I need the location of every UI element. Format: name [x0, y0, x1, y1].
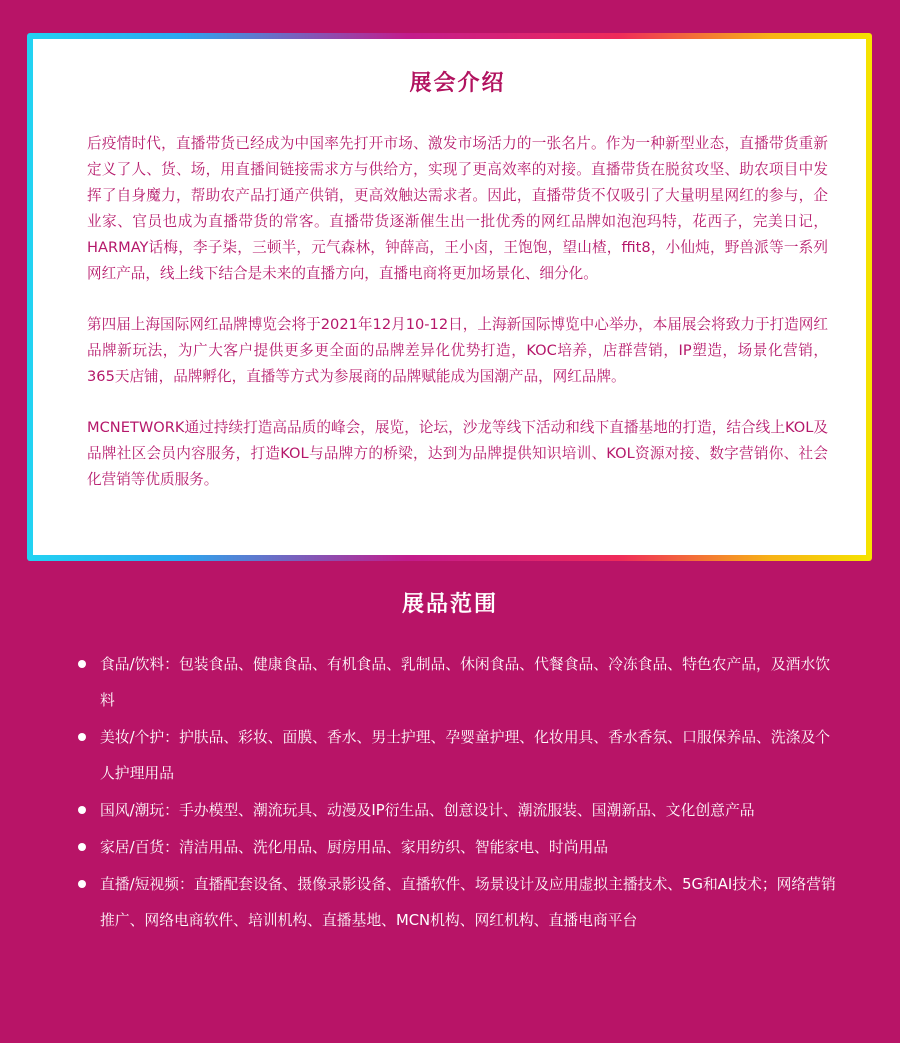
bullet-icon — [78, 843, 86, 851]
scope-list — [78, 647, 838, 940]
intro-paragraph-2: 第四届上海国际网红品牌博览会将于2021年12月10-12日，上海新国际博览中心举办，本届展会将致力于打造网红品牌新玩法，为广大客户提供更多更全面的品牌差异化优势打造，KOC培养，店群营销，IP塑造，场景化营销，365天店铺，品牌孵化，直播等方式为参展商的品牌赋能成为国潮产品，网红品牌。 — [87, 316, 828, 385]
scope-item-text: 食品/饮料：包装食品、健康食品、有机食品、乳制品、休闲食品、代餐食品、冷冻食品、特色农产品，及酒水饮料 — [100, 656, 831, 709]
scope-item-trend-toys — [78, 793, 838, 829]
intro-frame — [27, 33, 872, 561]
scope-item-text: 国风/潮玩：手办模型、潮流玩具、动漫及IP衍生品、创意设计、潮流服装、国潮新品、文化创意产品 — [100, 802, 755, 819]
bullet-icon — [78, 806, 86, 814]
scope-item-livestream — [78, 867, 838, 939]
scope-item-text: 美妆/个护：护肤品、彩妆、面膜、香水、男士护理、孕婴童护理、化妆用具、香水香氛、口服保养品、洗涤及个人护理用品 — [100, 729, 831, 782]
scope-item-text: 家居/百货：清洁用品、洗化用品、厨房用品、家用纺织、智能家电、时尚用品 — [100, 839, 609, 856]
bullet-icon — [78, 733, 86, 741]
bullet-icon — [78, 880, 86, 888]
scope-item-food — [78, 647, 838, 719]
intro-paragraph-1: 后疫情时代，直播带货已经成为中国率先打开市场、激发市场活力的一张名片。作为一种新型业态，直播带货重新定义了人、货、场，用直播间链接需求方与供给方，实现了更高效率的对接。直播带货在脱贫攻坚、助农项目中发挥了自身魔力，帮助农产品打通产供销，更高效触达需求者。因此，直播带货不仅吸引了大量明星网红的参与，企业家、官员也成为直播带货的常客。直播带货逐渐催生出一批优秀的网红品牌如泡泡玛特，花西子，完美日记，HARMAY话梅，李子柒，三顿半，元气森林，钟薛高，王小卤，王饱饱，望山楂，ffit8，小仙炖，野兽派等一系列网红产品，线上线下结合是未来的直播方向，直播电商将更加场景化、细分化。 — [87, 135, 828, 282]
scope-title: 展品范围 — [401, 592, 498, 617]
scope-item-text: 直播/短视频：直播配套设备、摄像录影设备、直播软件、场景设计及应用虚拟主播技术、5G和AI技术；网络营销推广、网络电商软件、培训机构、直播基地、MCN机构、网红机构、直播电商平台 — [100, 876, 836, 929]
intro-card — [33, 39, 866, 555]
bullet-icon — [78, 660, 86, 668]
intro-title: 展会介绍 — [409, 71, 506, 96]
scope-item-home — [78, 830, 838, 866]
intro-paragraph-3: MCNETWORK通过持续打造高品质的峰会，展览，论坛，沙龙等线下活动和线下直播基地的打造，结合线上KOL及品牌社区会员内容服务，打造KOL与品牌方的桥梁，达到为品牌提供知识培训、KOL资源对接、数字营销你、社会化营销等优质服务。 — [87, 419, 828, 488]
scope-item-beauty — [78, 720, 838, 792]
